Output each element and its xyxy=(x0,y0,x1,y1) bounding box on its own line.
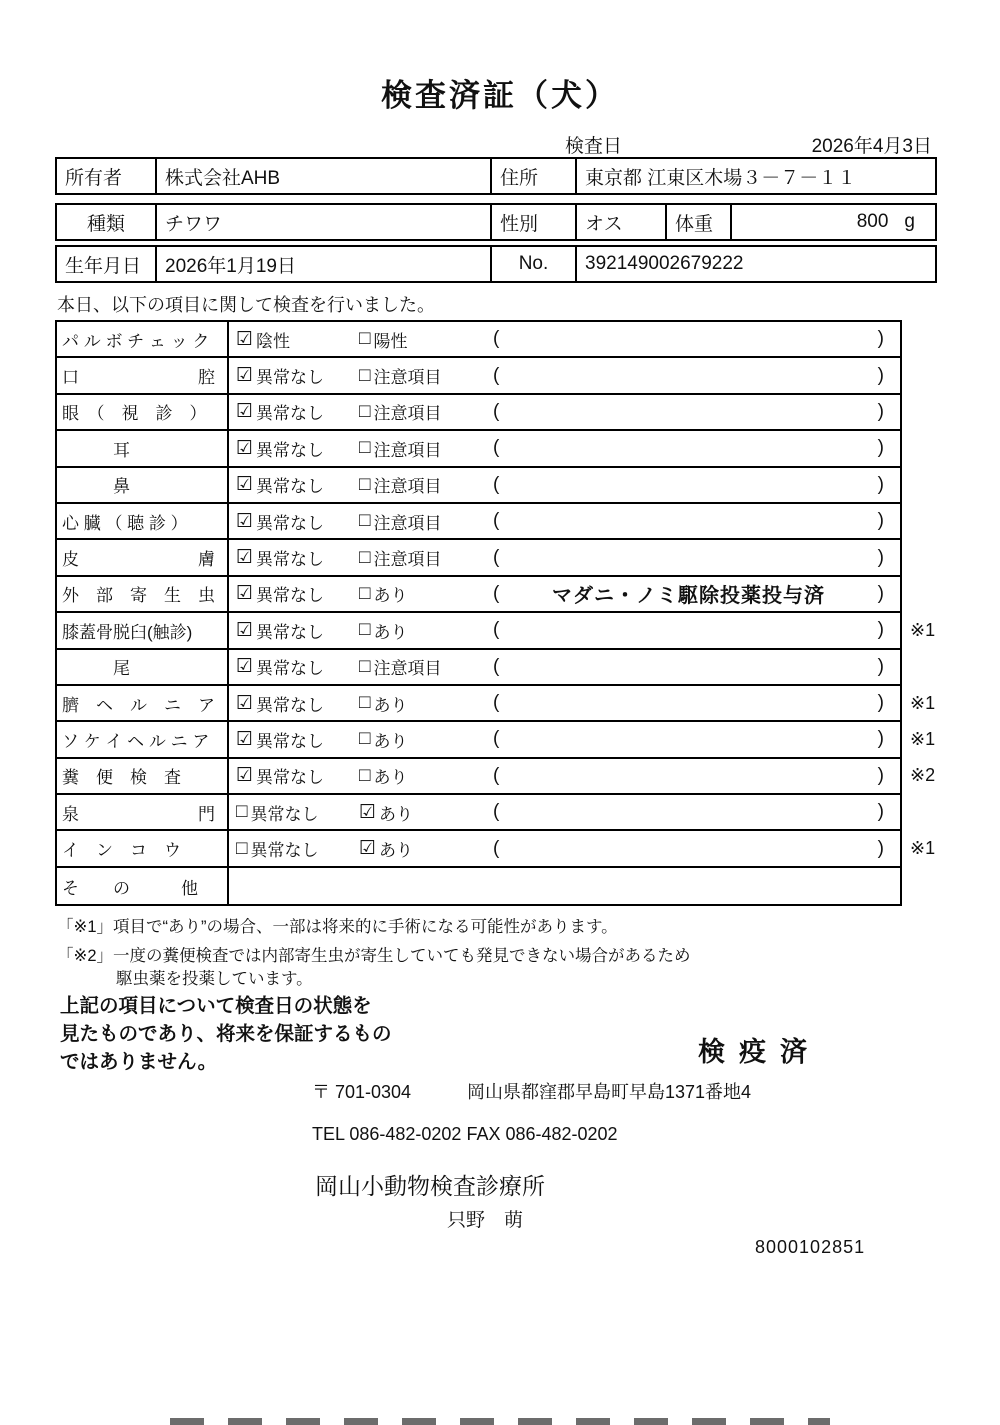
option-label: 陰性 xyxy=(256,331,291,351)
remarks-field xyxy=(493,728,900,750)
clinic-address: 岡山県都窪郡早島町早島1371番地4 xyxy=(467,1082,752,1102)
item-label: パ ル ボ チ ェ ッ ク xyxy=(57,322,229,356)
paren-open: ( xyxy=(493,510,500,532)
checkbox-icon: □ xyxy=(359,546,371,568)
inspection-row-umbilical-hernia xyxy=(57,686,936,722)
remarks-value: マダニ・ノミ駆除投薬投与済 xyxy=(552,585,825,608)
result-option-2 xyxy=(357,763,493,788)
clinic-phone: TEL 086-482-0202 FAX 086-482-0202 xyxy=(312,1124,618,1144)
result-option-2 xyxy=(357,472,493,497)
checkbox-icon: ☑ xyxy=(236,619,254,641)
inspection-table xyxy=(55,320,936,906)
id-number-label: No. xyxy=(492,247,577,281)
owner-label: 所有者 xyxy=(57,159,157,193)
result-option-2 xyxy=(357,363,493,388)
option-label: あり xyxy=(373,695,408,715)
item-label: 尾 xyxy=(57,650,229,684)
checkbox-icon: ☑ xyxy=(236,365,254,387)
paren-close: ) xyxy=(877,400,884,422)
option-label: あり xyxy=(373,768,408,788)
paren-close: ) xyxy=(877,692,884,714)
inspection-row-patella xyxy=(57,613,936,649)
paren-close: ) xyxy=(877,328,884,350)
result-option-1 xyxy=(229,763,357,788)
checkbox-icon: ☑ xyxy=(236,510,254,532)
result-option-2 xyxy=(357,436,493,461)
checkbox-icon: □ xyxy=(359,364,371,386)
item-label: イ ン コ ウ xyxy=(57,831,229,865)
result-option-1 xyxy=(229,836,357,861)
disclaimer-line: 見たものであり、将来を保証するもの xyxy=(60,1023,392,1045)
checkbox-icon: □ xyxy=(359,582,371,604)
birthdate-value: 2026年1月19日 xyxy=(157,247,492,281)
checkbox-icon: □ xyxy=(359,437,371,459)
item-label: 皮 膚 xyxy=(57,540,229,574)
option-label: 注意項目 xyxy=(373,404,442,424)
item-label: 眼 （ 視 診 ） xyxy=(57,395,229,429)
checkbox-icon: □ xyxy=(359,692,371,714)
owner-value: 株式会社AHB xyxy=(157,159,492,193)
checkbox-icon: □ xyxy=(359,619,371,641)
footnote-2-line-1: 「※2」一度の糞便検査では内部寄生虫が寄生していても発見できない場合があるため xyxy=(57,947,691,965)
result-option-1 xyxy=(229,436,357,461)
item-label: 耳 xyxy=(57,431,229,465)
paren-open: ( xyxy=(493,546,500,568)
checkbox-icon: □ xyxy=(359,764,371,786)
footnote-mark: ※1 xyxy=(910,838,936,859)
paren-open: ( xyxy=(493,728,500,750)
checkbox-icon: ☑ xyxy=(236,728,254,750)
paren-open: ( xyxy=(493,655,500,677)
remarks-field xyxy=(493,328,900,350)
paren-open: ( xyxy=(493,473,500,495)
result-option-2 xyxy=(357,399,493,424)
option-label: 異常なし xyxy=(256,659,325,679)
option-label: 異常なし xyxy=(256,550,325,570)
inspection-row-other xyxy=(57,868,900,904)
paren-open: ( xyxy=(493,400,500,422)
owner-table xyxy=(55,157,937,195)
disclaimer-line: 上記の項目について検査日の状態を xyxy=(60,995,372,1017)
remarks-field xyxy=(493,579,900,608)
option-label: 異常なし xyxy=(256,695,325,715)
sex-label: 性別 xyxy=(492,205,577,239)
result-option-1 xyxy=(229,509,357,534)
address-value: 東京都 江東区木場３－７－１１ xyxy=(585,167,857,189)
inspection-row-eyes xyxy=(57,395,900,431)
breed-label: 種類 xyxy=(57,205,157,239)
remarks-field xyxy=(493,838,900,860)
result-option-2 xyxy=(357,618,493,643)
intro-text: 本日、以下の項目に関して検査を行いました。 xyxy=(57,295,435,315)
remarks-field xyxy=(493,765,900,787)
footnote-2-line-2: 駆虫薬を投薬しています。 xyxy=(116,970,313,988)
checkbox-icon: ☑ xyxy=(236,765,254,787)
result-option-2 xyxy=(357,800,493,825)
remarks-field xyxy=(493,474,900,496)
item-label: 鼻 xyxy=(57,468,229,502)
remarks-field xyxy=(493,801,900,823)
checkbox-icon: □ xyxy=(359,328,371,350)
footnote-1: 「※1」項目で“あり”の場合、一部は将来的に手術になる可能性があります。 xyxy=(57,918,618,936)
paren-open: ( xyxy=(493,764,500,786)
paren-close: ) xyxy=(877,510,884,532)
document-serial-number: 8000102851 xyxy=(755,1237,866,1257)
option-label: あり xyxy=(373,731,408,751)
option-label: 異常なし xyxy=(256,586,325,606)
weight-unit: g xyxy=(904,211,915,232)
remarks-field xyxy=(493,619,900,641)
option-label: 注意項目 xyxy=(373,440,442,460)
option-label: あり xyxy=(373,622,408,642)
inspection-row-fecal-exam xyxy=(57,759,936,795)
weight-label: 体重 xyxy=(667,205,732,239)
item-label: 心 臓 （ 聴 診 ） xyxy=(57,504,229,538)
inspection-row-parasites xyxy=(57,577,900,613)
result-option-1 xyxy=(229,363,357,388)
checkbox-icon: ☑ xyxy=(236,437,254,459)
item-label: 糞 便 検 査 xyxy=(57,759,229,793)
option-label: あり xyxy=(379,804,414,824)
paren-open: ( xyxy=(493,364,500,386)
checkbox-icon: ☑ xyxy=(359,838,377,860)
inspection-row-heart xyxy=(57,504,900,540)
inspection-date-value: 2026年4月3日 xyxy=(811,136,932,157)
paren-close: ) xyxy=(877,364,884,386)
option-label: 異常なし xyxy=(256,622,325,642)
option-label: 注意項目 xyxy=(373,368,442,388)
scan-artifact xyxy=(170,1418,830,1425)
clinic-name: 岡山小動物検査診療所 xyxy=(315,1173,545,1199)
result-option-2 xyxy=(357,836,493,861)
checkbox-icon: ☑ xyxy=(236,328,254,350)
remarks-field xyxy=(493,547,900,569)
weight-cell xyxy=(732,205,935,239)
checkbox-icon: □ xyxy=(359,655,371,677)
option-label: 異常なし xyxy=(250,804,319,824)
result-option-1 xyxy=(229,545,357,570)
item-label: 泉 門 xyxy=(57,795,229,829)
checkbox-icon: ☑ xyxy=(236,656,254,678)
result-option-2 xyxy=(357,691,493,716)
paren-close: ) xyxy=(877,655,884,677)
result-option-2 xyxy=(357,581,493,606)
checkbox-icon: ☑ xyxy=(236,692,254,714)
checkbox-icon: □ xyxy=(359,400,371,422)
checkbox-icon: □ xyxy=(359,473,371,495)
result-option-1 xyxy=(229,691,357,716)
item-label: そ の 他 xyxy=(57,868,229,904)
option-label: 異常なし xyxy=(256,440,325,460)
paren-open: ( xyxy=(493,582,500,604)
inspection-row-inkou xyxy=(57,831,936,867)
inspection-row-tail xyxy=(57,650,900,686)
checkbox-icon: ☑ xyxy=(236,401,254,423)
inspection-row-parvo xyxy=(57,322,900,358)
result-option-1 xyxy=(229,727,357,752)
option-label: 陽性 xyxy=(373,331,408,351)
item-label: 臍 ヘ ル ニ ア xyxy=(57,686,229,720)
paren-close: ) xyxy=(877,728,884,750)
weight-value: 800 xyxy=(856,211,889,232)
result-option-1 xyxy=(229,618,357,643)
option-label: 注意項目 xyxy=(373,513,442,533)
inspection-row-inguinal-hernia xyxy=(57,722,936,758)
result-option-1 xyxy=(229,654,357,679)
pet-info-table xyxy=(55,203,937,241)
paren-open: ( xyxy=(493,801,500,823)
remarks-field xyxy=(493,692,900,714)
result-option-1 xyxy=(229,800,357,825)
result-option-2 xyxy=(357,509,493,534)
inspection-row-fontanelle xyxy=(57,795,900,831)
paren-open: ( xyxy=(493,328,500,350)
footnote-mark: ※1 xyxy=(910,692,936,713)
checkbox-icon: ☑ xyxy=(236,547,254,569)
inspection-row-mouth xyxy=(57,358,900,394)
inspection-row-ears xyxy=(57,431,900,467)
option-label: 異常なし xyxy=(256,404,325,424)
paren-close: ) xyxy=(877,619,884,641)
item-label: 膝蓋骨脱臼(触診) xyxy=(57,613,229,647)
result-option-1 xyxy=(229,399,357,424)
disclaimer-line: ではありません。 xyxy=(60,1051,218,1073)
checkbox-icon: □ xyxy=(236,837,248,859)
option-label: 異常なし xyxy=(256,768,325,788)
option-label: 異常なし xyxy=(256,513,325,533)
birthdate-table xyxy=(55,245,937,283)
option-label: 異常なし xyxy=(256,731,325,751)
paren-close: ) xyxy=(877,437,884,459)
option-label: 異常なし xyxy=(256,368,325,388)
paren-open: ( xyxy=(493,837,500,859)
result-option-2 xyxy=(357,327,493,352)
paren-open: ( xyxy=(493,692,500,714)
paren-close: ) xyxy=(877,837,884,859)
paren-open: ( xyxy=(493,619,500,641)
item-label: ソ ケ イ ヘ ル ニ ア xyxy=(57,722,229,756)
breed-value: チワワ xyxy=(157,205,492,239)
checkbox-icon: ☑ xyxy=(236,474,254,496)
option-label: あり xyxy=(373,586,408,606)
option-label: 注意項目 xyxy=(373,550,442,570)
remarks-field xyxy=(493,437,900,459)
result-option-2 xyxy=(357,545,493,570)
remarks-field xyxy=(493,401,900,423)
clinic-postal-code: 〒 701-0304 xyxy=(312,1082,412,1102)
paren-open: ( xyxy=(493,437,500,459)
footnote-mark: ※1 xyxy=(910,619,936,640)
option-label: 異常なし xyxy=(256,477,325,497)
footnote-mark: ※1 xyxy=(910,728,936,749)
remarks-field xyxy=(493,656,900,678)
quarantine-stamp: 検疫済 xyxy=(698,1037,821,1067)
empty-cell xyxy=(229,868,900,904)
result-option-2 xyxy=(357,654,493,679)
checkbox-icon: ☑ xyxy=(359,801,377,823)
inspection-row-nose xyxy=(57,468,900,504)
id-number-value: 392149002679222 xyxy=(585,253,744,274)
page-title: 検査済証（犬） xyxy=(381,78,619,113)
paren-close: ) xyxy=(877,801,884,823)
option-label: 異常なし xyxy=(250,841,319,861)
birthdate-label: 生年月日 xyxy=(57,247,157,281)
checkbox-icon: □ xyxy=(236,801,248,823)
result-option-2 xyxy=(357,727,493,752)
disclaimer-statement xyxy=(60,992,392,1076)
checkbox-icon: ☑ xyxy=(236,583,254,605)
result-option-1 xyxy=(229,472,357,497)
option-label: 注意項目 xyxy=(373,477,442,497)
address-label: 住所 xyxy=(492,159,577,193)
checkbox-icon: □ xyxy=(359,510,371,532)
paren-close: ) xyxy=(877,546,884,568)
option-label: あり xyxy=(379,841,414,861)
item-label: 外 部 寄 生 虫 xyxy=(57,577,229,611)
remarks-field xyxy=(493,510,900,532)
result-option-1 xyxy=(229,327,357,352)
item-label: 口 腔 xyxy=(57,358,229,392)
option-label: 注意項目 xyxy=(373,659,442,679)
inspection-row-skin xyxy=(57,540,900,576)
paren-close: ) xyxy=(877,764,884,786)
veterinarian-name: 只野 萌 xyxy=(447,1210,524,1231)
inspection-date-label: 検査日 xyxy=(565,136,623,157)
paren-close: ) xyxy=(877,582,884,604)
checkbox-icon: □ xyxy=(359,728,371,750)
remarks-field xyxy=(493,365,900,387)
result-option-1 xyxy=(229,581,357,606)
footnote-mark: ※2 xyxy=(910,765,936,786)
sex-value: オス xyxy=(577,205,667,239)
paren-close: ) xyxy=(877,473,884,495)
